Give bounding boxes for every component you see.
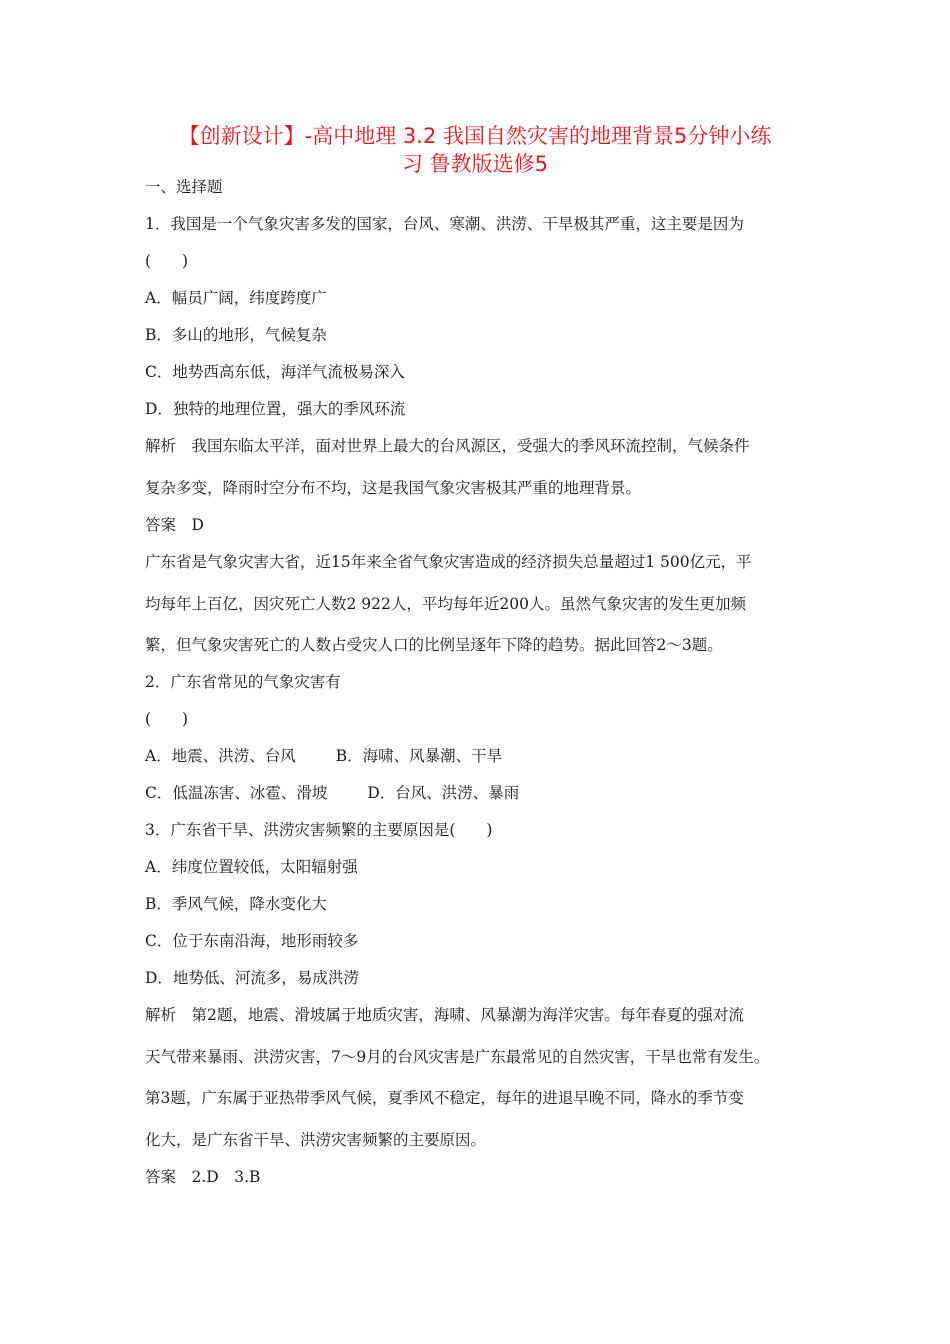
question-2-options-cd	[145, 783, 519, 803]
question-1-analysis-line: 解析 我国东临太平洋，面对世界上最大的台风源区，受强大的季风环流控制，气候条件	[145, 437, 750, 455]
question-1-option-a: A．幅员广阔，纬度跨度广	[145, 289, 327, 307]
question-1-option-b: B．多山的地形，气候复杂	[145, 326, 327, 344]
question-1-answer: 答案 D	[145, 516, 204, 534]
question-1-option-d: D．独特的地理位置，强大的季风环流	[145, 400, 406, 418]
answer-2-3: 答案 2.D 3.B	[145, 1168, 261, 1186]
question-3-option-a: A．纬度位置较低，太阳辐射强	[145, 858, 358, 876]
question-1-analysis-line: 复杂多变，降雨时空分布不均，这是我国气象灾害极其严重的地理背景。	[145, 479, 642, 497]
question-3-option-b: B．季风气候，降水变化大	[145, 895, 327, 913]
document-title: 【创新设计】-高中地理 3.2 我国自然灾害的地理背景5分钟小练	[178, 124, 772, 148]
question-1-option-c: C．地势西高东低，海洋气流极易深入	[145, 363, 405, 381]
question-2-option-d: D．台风、洪涝、暴雨	[367, 784, 520, 802]
passage-line: 繁，但气象灾害死亡的人数占受灾人口的比例呈逐年下降的趋势。据此回答2～3题。	[145, 636, 723, 654]
question-2-option-c: C．低温冻害、冰雹、滑坡	[145, 784, 328, 802]
analysis-2-3-line: 第3题，广东属于亚热带季风气候，夏季风不稳定，每年的进退早晚不同，降水的季节变	[145, 1089, 744, 1107]
question-1-stem: 1．我国是一个气象灾害多发的国家，台风、寒潮、洪涝、干旱极其严重，这主要是因为	[145, 215, 744, 233]
passage-line: 均每年上百亿，因灾死亡人数2 922人，平均每年近200人。虽然气象灾害的发生更加频	[145, 595, 746, 613]
question-1-paren: ( )	[145, 252, 189, 270]
question-2-option-a: A．地震、洪涝、台风	[145, 747, 296, 765]
analysis-2-3-line: 解析 第2题，地震、滑坡属于地质灾害，海啸、风暴潮为海洋灾害。每年春夏的强对流	[145, 1006, 744, 1024]
analysis-2-3-line: 天气带来暴雨、洪涝灾害，7～9月的台风灾害是广东最常见的自然灾害，干旱也常有发生。	[145, 1048, 770, 1066]
question-2-option-b: B．海啸、风暴潮、干旱	[335, 747, 503, 765]
question-3-stem: 3．广东省干旱、洪涝灾害频繁的主要原因是( )	[145, 821, 493, 839]
question-2-paren: ( )	[145, 710, 189, 728]
analysis-2-3-line: 化大，是广东省干旱、洪涝灾害频繁的主要原因。	[145, 1131, 487, 1149]
document-title-continued: 习 鲁教版选修5	[401, 152, 549, 176]
question-3-option-d: D．地势低、河流多，易成洪涝	[145, 969, 359, 987]
question-2-options-ab	[145, 746, 502, 766]
section-heading: 一、选择题	[145, 178, 223, 196]
passage-line: 广东省是气象灾害大省，近15年来全省气象灾害造成的经济损失总量超过1 500亿元，平	[145, 553, 752, 571]
question-3-option-c: C．位于东南沿海，地形雨较多	[145, 932, 359, 950]
question-2-stem: 2．广东省常见的气象灾害有	[145, 673, 341, 691]
